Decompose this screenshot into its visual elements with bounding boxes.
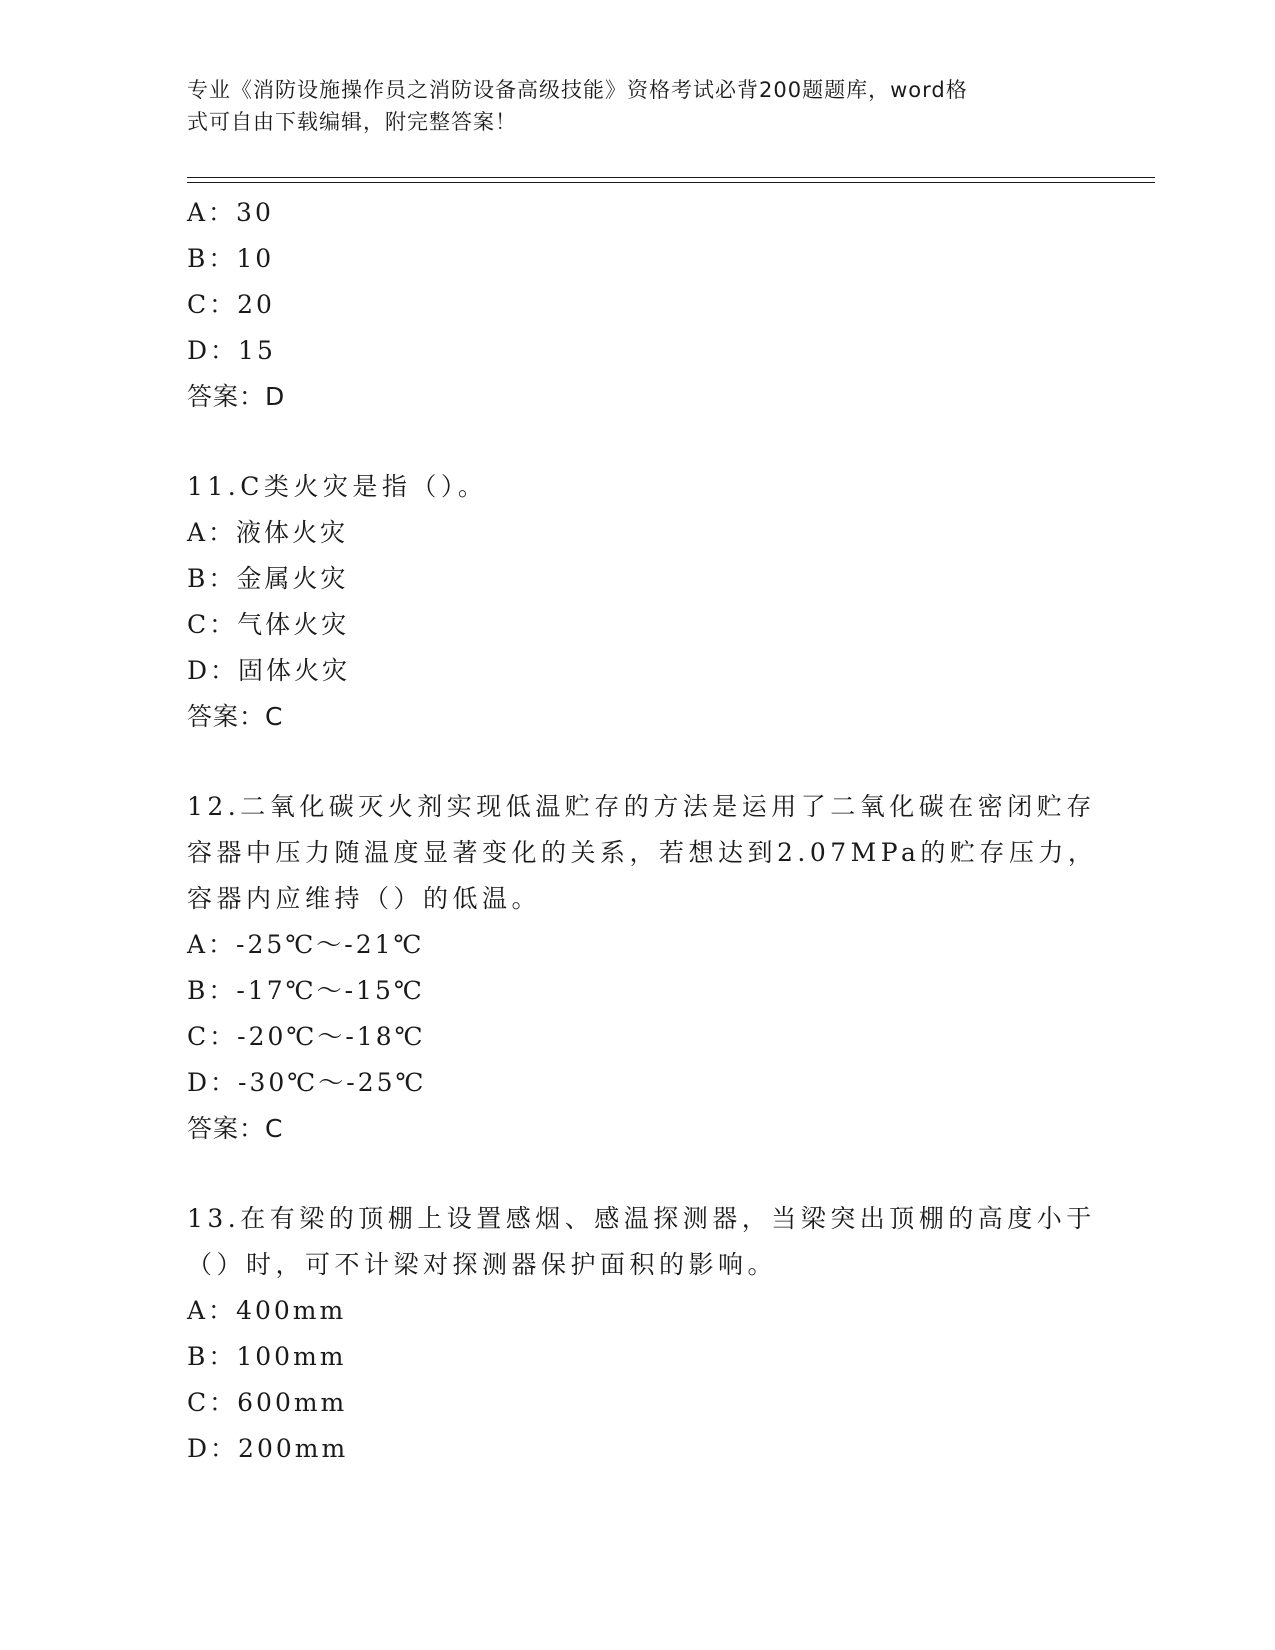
stem-line: 11.C类火灾是指（）。 (187, 472, 488, 501)
question-12 (187, 784, 1098, 1152)
question-list (187, 190, 1098, 1472)
question-13-options (187, 1288, 1087, 1472)
question-10-answer: 答案：D (187, 382, 286, 411)
option-d: D：-30℃～-25℃ (187, 1068, 427, 1097)
question-13 (187, 1196, 1096, 1472)
stem-line: 容器内应维持（）的低温。 (187, 884, 542, 913)
spacer (187, 1152, 1087, 1196)
question-12-options (187, 922, 1087, 1106)
option-c: C：20 (187, 290, 275, 319)
option-b: B：金属火灾 (187, 564, 349, 593)
option-d: D：200mm (187, 1434, 349, 1463)
stem-line: （）时，可不计梁对探测器保护面积的影响。 (187, 1250, 778, 1279)
spacer (187, 740, 1087, 784)
option-d: D：15 (187, 336, 276, 365)
question-11-options (187, 510, 1087, 694)
option-b: B：-17℃～-15℃ (187, 976, 425, 1005)
header-line-1: 专业《消防设施操作员之消防设备高级技能》资格考试必背200题题库，word格 (187, 78, 968, 102)
stem-line: 12.二氧化碳灭火剂实现低温贮存的方法是运用了二氧化碳在密闭贮存 (187, 792, 1096, 821)
question-10 (187, 190, 1087, 420)
option-b: B：10 (187, 244, 275, 273)
question-11-stem (187, 464, 1087, 510)
option-b: B：100mm (187, 1342, 347, 1371)
option-a: A：液体火灾 (187, 518, 349, 547)
option-c: C：气体火灾 (187, 610, 350, 639)
option-a: A：400mm (187, 1296, 347, 1325)
option-d: D：固体火灾 (187, 656, 351, 685)
question-11 (187, 464, 1087, 740)
stem-line: 容器中压力随温度显著变化的关系，若想达到2.07MPa的贮存压力， (187, 838, 1098, 867)
stem-line: 13.在有梁的顶棚上设置感烟、感温探测器，当梁突出顶棚的高度小于 (187, 1204, 1096, 1233)
option-a: A：30 (187, 198, 274, 227)
header-line-2: 式可自由下载编辑，附完整答案！ (187, 110, 517, 134)
option-c: C：-20℃～-18℃ (187, 1022, 426, 1051)
spacer (187, 420, 1087, 464)
question-10-options (187, 190, 1087, 374)
question-11-answer: 答案：C (187, 702, 284, 731)
question-12-stem (187, 784, 1098, 922)
option-a: A：-25℃～-21℃ (187, 930, 425, 959)
question-12-answer: 答案：C (187, 1114, 284, 1143)
option-c: C：600mm (187, 1388, 348, 1417)
header-divider-top (187, 177, 1155, 178)
question-13-stem (187, 1196, 1096, 1288)
document-header-note (187, 74, 1087, 138)
header-divider-bottom (187, 182, 1155, 183)
